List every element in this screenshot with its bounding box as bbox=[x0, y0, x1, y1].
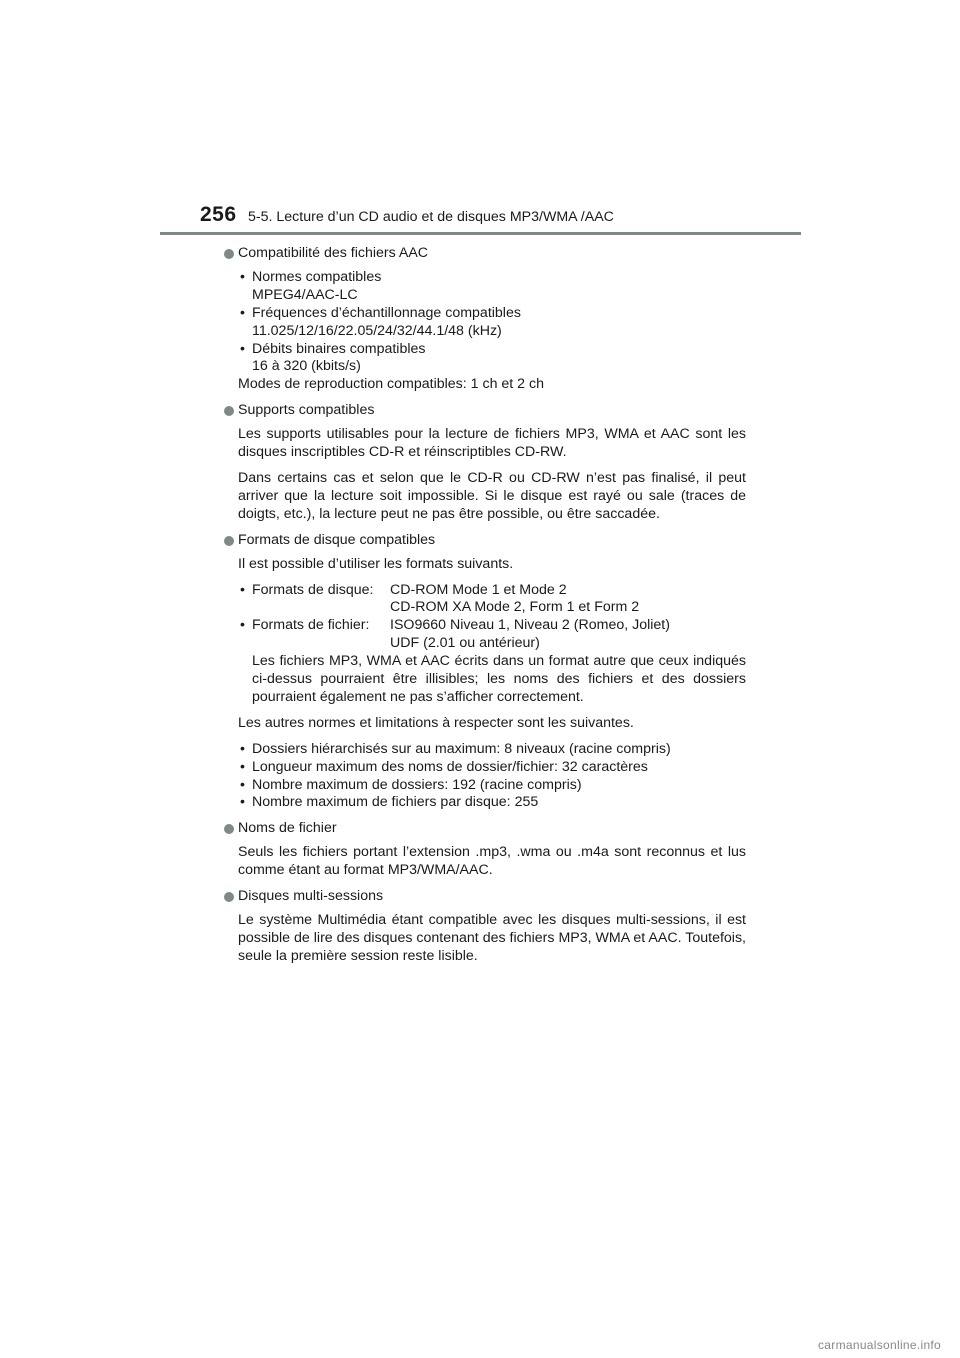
section-title-text: Compatibilité des fichiers AAC bbox=[238, 245, 429, 261]
item-label: Fréquences d’échantillonnage compatibles bbox=[252, 304, 521, 321]
paragraph: Dans certains cas et selon que le CD-R ou CD-RW n’est pas finalisé, il peut arriver que la lecture soit impossible. Si le disque est rayé ou sale (traces de doigts, etc.), la lecture peut ne pas être possible, ou être saccadée. bbox=[238, 469, 746, 522]
formats-note: Les fichiers MP3, WMA et AAC écrits dans un format autre que ceux indiqués ci-dessus pourraient être illisibles; les noms des fichiers et des dossiers pourraient également ne pas s’afficher correctement. bbox=[252, 653, 746, 705]
format-value: UDF (2.01 ou antérieur) bbox=[390, 635, 540, 652]
section-multisession bbox=[224, 888, 746, 966]
bullet-dot-icon: • bbox=[240, 581, 245, 598]
list-item bbox=[238, 759, 746, 777]
section-title bbox=[224, 888, 746, 906]
format-value: CD-ROM Mode 1 et Mode 2 bbox=[390, 581, 567, 598]
list-item bbox=[238, 617, 746, 653]
bullet-dot-icon: • bbox=[240, 776, 245, 793]
limit-text: Nombre maximum de dossiers: 192 (racine compris) bbox=[252, 776, 582, 793]
item-value: 11.025/12/16/22.05/24/32/44.1/48 (kHz) bbox=[252, 322, 502, 339]
paragraph: Les autres normes et limitations à respecter sont les suivantes. bbox=[238, 714, 634, 731]
format-label: Formats de fichier: bbox=[252, 617, 370, 634]
list-item bbox=[238, 269, 746, 305]
bullet-dot-icon: • bbox=[240, 794, 245, 811]
format-row bbox=[252, 582, 746, 618]
bullet-dot-icon: • bbox=[240, 304, 245, 321]
section-body bbox=[224, 844, 746, 880]
section-supported-media bbox=[224, 402, 746, 523]
section-title bbox=[224, 532, 746, 550]
format-row bbox=[252, 617, 746, 653]
page-content bbox=[224, 245, 746, 974]
limit-text: Nombre maximum de fichiers par disque: 255 bbox=[252, 794, 539, 811]
limit-text: Longueur maximum des noms de dossier/fichier: 32 caractères bbox=[252, 758, 648, 775]
limits-list bbox=[238, 741, 746, 813]
bullet-dot-icon: • bbox=[240, 758, 245, 775]
item-value: MPEG4/AAC-LC bbox=[252, 286, 358, 303]
bullet-circle-icon bbox=[224, 406, 234, 416]
format-values bbox=[390, 617, 746, 653]
section-disc-formats bbox=[224, 532, 746, 813]
page-number: 256 bbox=[200, 203, 237, 226]
paragraph: Les supports utilisables pour la lecture de fichiers MP3, WMA et AAC sont les disques inscriptibles CD-R et réinscriptibles CD-RW. bbox=[238, 426, 746, 461]
section-body bbox=[224, 269, 746, 394]
section-title-text: Supports compatibles bbox=[238, 402, 375, 419]
bullet-circle-icon bbox=[224, 892, 234, 902]
item-label: Normes compatibles bbox=[252, 268, 382, 285]
section-body bbox=[224, 556, 746, 813]
bullet-dot-icon: • bbox=[240, 340, 245, 357]
paragraph: Seuls les fichiers portant l’extension .mp3, .wma ou .m4a sont reconnus et lus comme étant au format MP3/WMA/AAC. bbox=[238, 844, 746, 879]
format-label: Formats de disque: bbox=[252, 581, 374, 598]
section-title bbox=[224, 245, 746, 263]
bullet-circle-icon bbox=[224, 249, 234, 259]
footer-watermark: carmanualsonline.info bbox=[818, 1338, 942, 1352]
section-title bbox=[224, 402, 746, 420]
section-title bbox=[224, 820, 746, 838]
list-item bbox=[238, 305, 746, 341]
list-item bbox=[238, 741, 746, 759]
running-head: 5-5. Lecture d’un CD audio et de disques MP3/WMA /AAC bbox=[248, 209, 614, 225]
list-item bbox=[238, 341, 746, 377]
format-values bbox=[390, 582, 746, 618]
paragraph: Il est possible d’utiliser les formats suivants. bbox=[238, 555, 514, 572]
item-label: Débits binaires compatibles bbox=[252, 340, 426, 357]
header-rule bbox=[160, 232, 801, 235]
paragraph: Le système Multimédia étant compatible avec les disques multi-sessions, il est possible de lire des disques contenant des fichiers MP3, WMA et AAC. Toutefois, seule la première session reste lisible. bbox=[238, 912, 746, 964]
section-title-text: Formats de disque compatibles bbox=[238, 531, 436, 548]
item-value: 16 à 320 (kbits/s) bbox=[252, 358, 361, 375]
list-item bbox=[238, 582, 746, 618]
bullet-dot-icon: • bbox=[240, 617, 245, 634]
bullet-dot-icon: • bbox=[240, 740, 245, 757]
section-aac-compatibility bbox=[224, 245, 746, 394]
section-title-text: Noms de fichier bbox=[238, 820, 337, 837]
limit-text: Dossiers hiérarchisés sur au maximum: 8 niveaux (racine compris) bbox=[252, 740, 671, 757]
list-item bbox=[238, 777, 746, 795]
trailing-line: Modes de reproduction compatibles: 1 ch et 2 ch bbox=[238, 376, 544, 393]
list-item bbox=[238, 794, 746, 812]
section-body bbox=[224, 426, 746, 524]
format-value: CD-ROM XA Mode 2, Form 1 et Form 2 bbox=[390, 599, 640, 616]
section-body bbox=[224, 912, 746, 966]
format-value: ISO9660 Niveau 1, Niveau 2 (Romeo, Joliet) bbox=[390, 617, 670, 634]
bullet-circle-icon bbox=[224, 824, 234, 834]
section-file-names bbox=[224, 820, 746, 880]
bullet-circle-icon bbox=[224, 536, 234, 546]
bullet-dot-icon: • bbox=[240, 268, 245, 285]
section-title-text: Disques multi-sessions bbox=[238, 888, 384, 905]
